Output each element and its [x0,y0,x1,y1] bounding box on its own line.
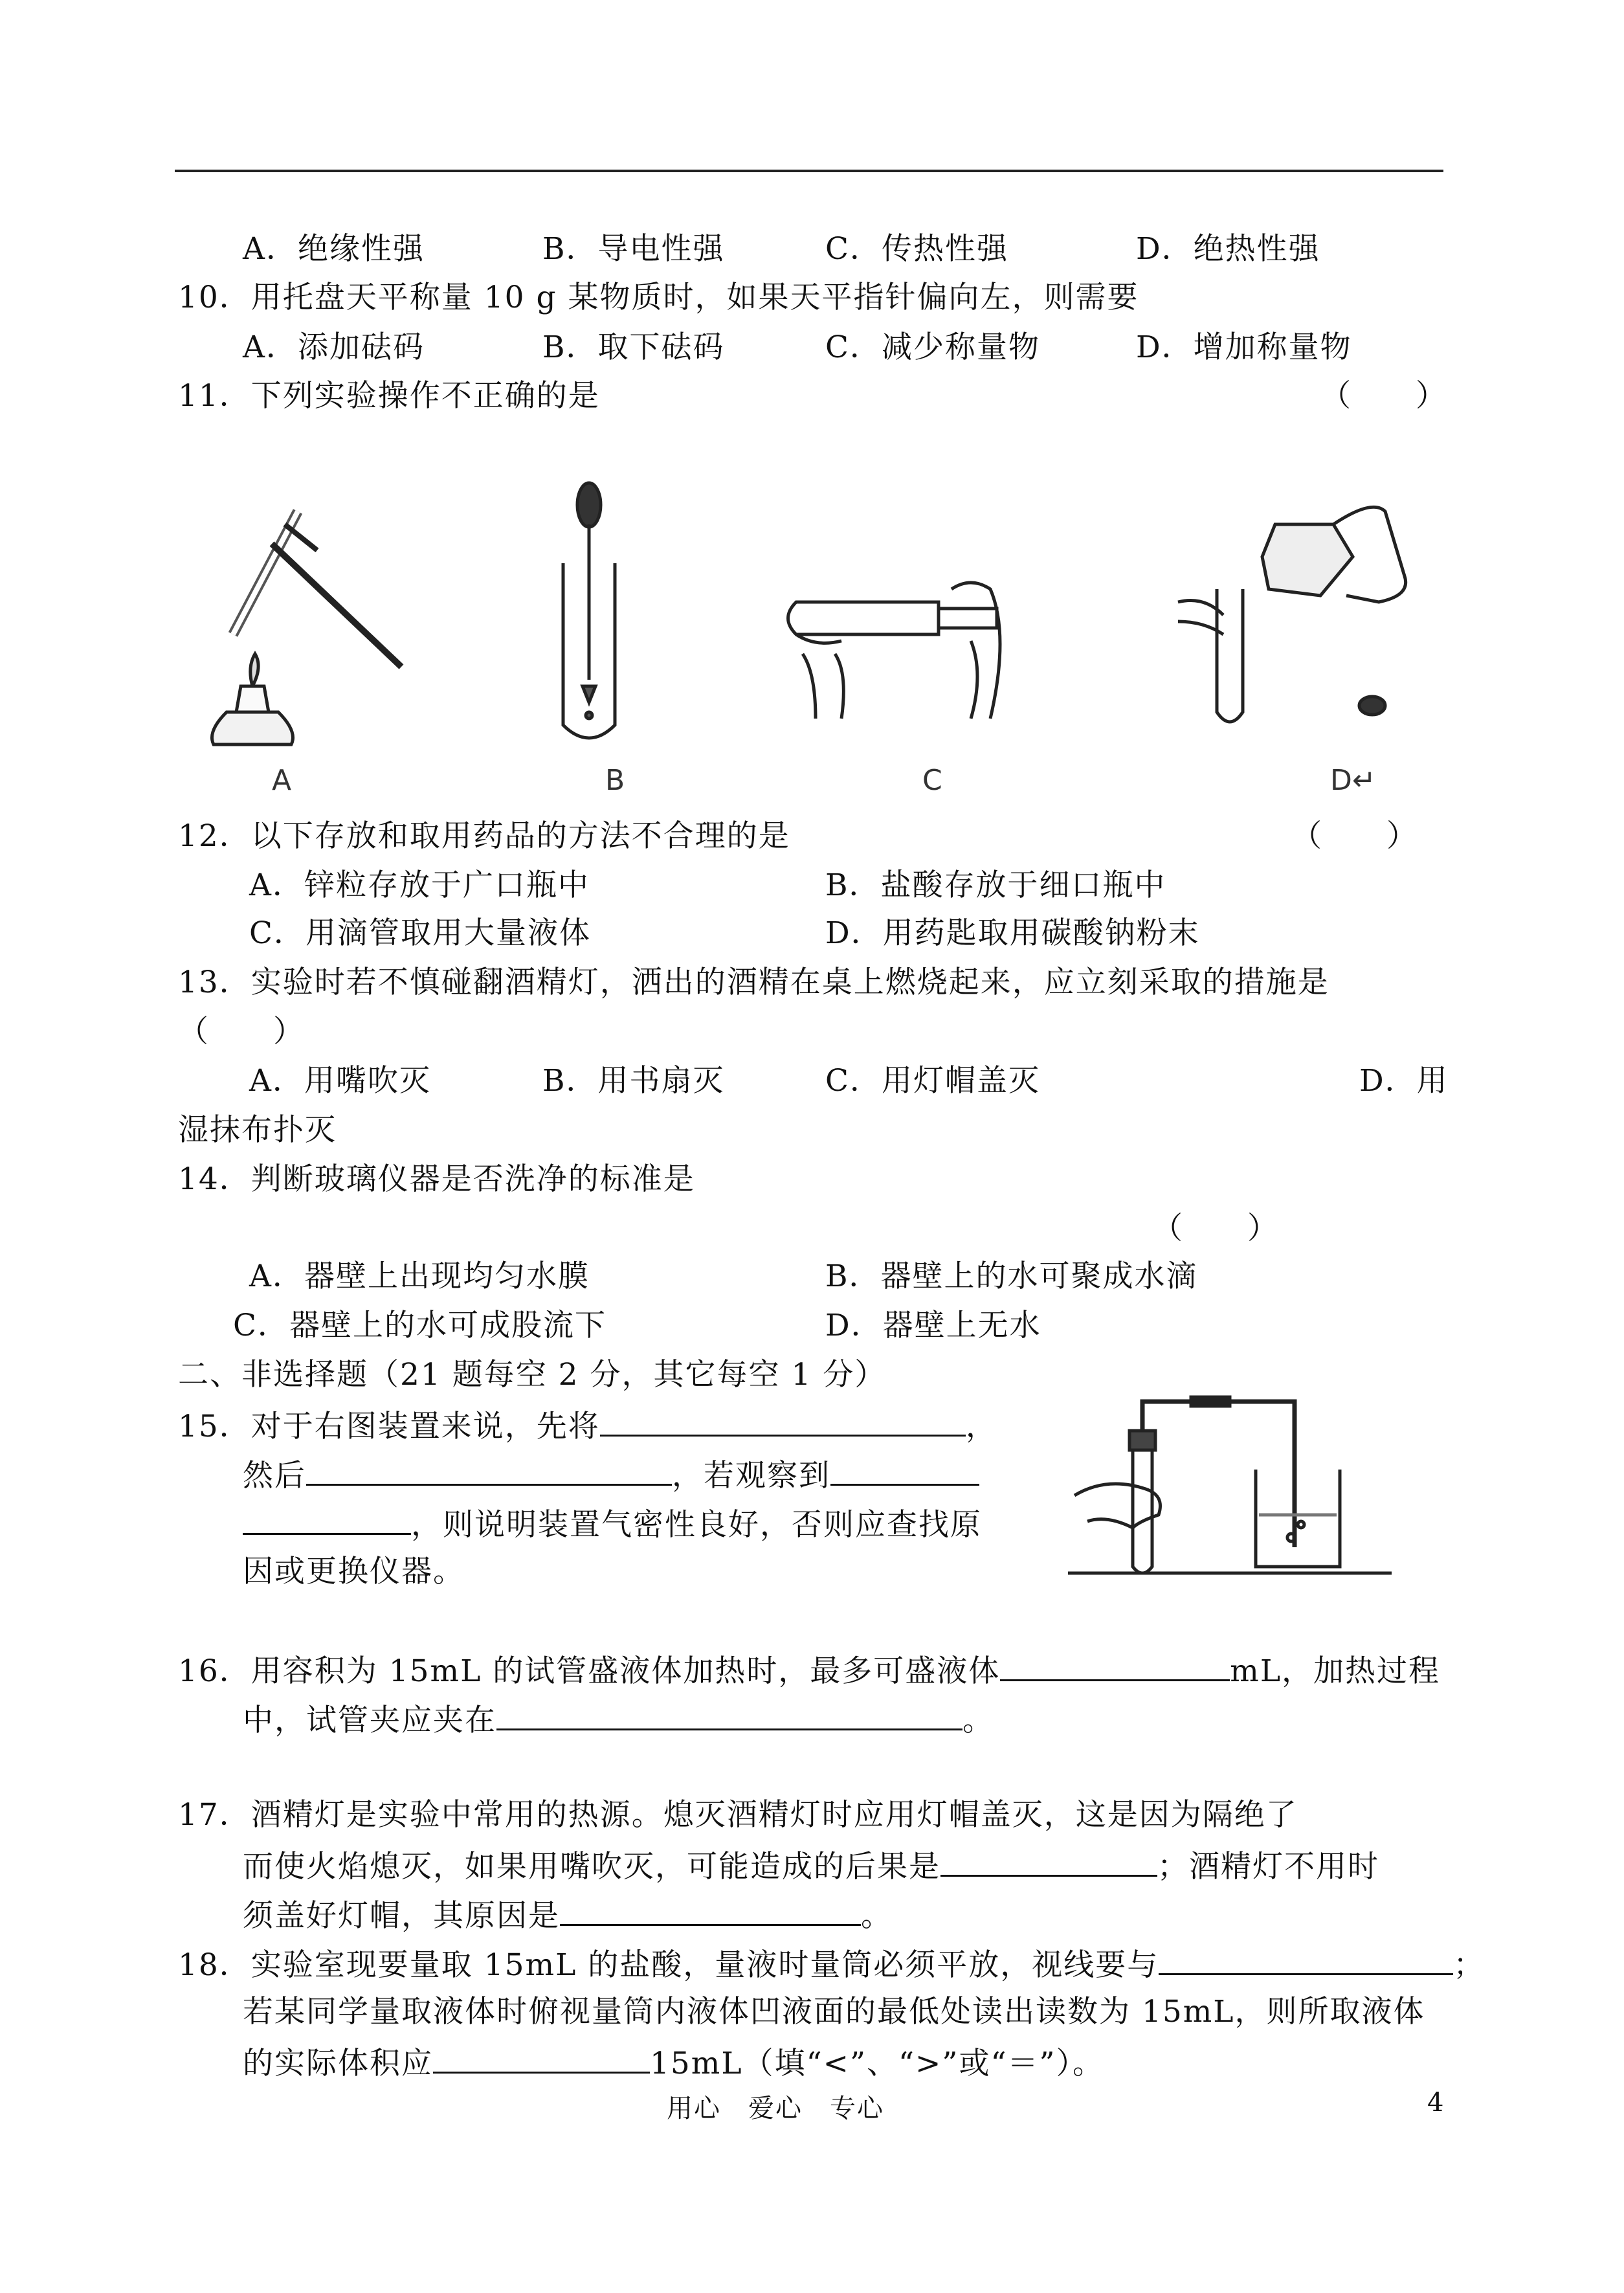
q12-option-b: B．盐酸存放于细口瓶中 [825,867,1166,903]
q16-text-1-unit: mL，加热过程 [1230,1653,1441,1689]
q17-line-3 [243,1894,893,1936]
q15-text-2: 然后 [243,1458,306,1493]
q18-blank-1[interactable] [1159,1943,1453,1975]
shaking-test-tube-icon [777,563,1036,725]
q15-text-1: 15．对于右图装置来说，先将 [178,1409,600,1444]
q9-option-a: A．绝缘性强 [243,231,425,267]
q15-line-1 [178,1405,997,1446]
q17-text-3: 须盖好灯帽，其原因是 [243,1898,560,1934]
q16-blank-2[interactable] [496,1699,962,1730]
q16-line-1 [178,1650,1440,1691]
q9-option-d: D．绝热性强 [1136,231,1320,267]
q14-stem: 14．判断玻璃仪器是否洗净的标准是 [178,1161,695,1197]
figure-label-d: D↵ [1330,764,1376,797]
q13-option-a: A．用嘴吹灭 [249,1063,431,1099]
q10-option-b: B．取下砝码 [542,330,725,365]
q13-stem: 13．实验时若不慎碰翻酒精灯，洒出的酒精在桌上燃烧起来，应立刻采取的措施是 [178,965,1329,1000]
q9-option-b: B．导电性强 [542,231,725,267]
q13-option-d-continuation: 湿抹布扑灭 [178,1112,337,1148]
q18-line-2: 若某同学量取液体时俯视量筒内液体凹液面的最低处读出读数为 15mL，则所取液体 [243,1994,1425,2030]
q9-option-c: C．传热性强 [825,231,1008,267]
q13-option-b: B．用书扇灭 [542,1063,725,1099]
q14-option-a: A．器壁上出现均匀水膜 [249,1258,590,1294]
q16-blank-1[interactable] [1000,1650,1230,1681]
q18-text-3: 的实际体积应 [243,2046,433,2081]
test-tube-heating-icon [188,473,421,751]
q15-blank-2[interactable] [306,1454,672,1486]
q17-line-2 [243,1845,1379,1886]
section-2-heading: 二、非选择题（21 题每空 2 分，其它每空 1 分） [178,1357,887,1393]
q15-text-1-end: ， [965,1409,997,1444]
q18-blank-2[interactable] [433,2042,650,2074]
q15-line-4: 因或更换仪器。 [243,1554,465,1589]
airtightness-apparatus-icon [1068,1392,1392,1580]
q14-option-d: D．器壁上无水 [825,1308,1041,1343]
q10-option-c: C．减少称量物 [825,330,1040,365]
q17-blank-1[interactable] [940,1845,1157,1877]
q16-line-2 [243,1699,994,1740]
pouring-reagent-icon [1165,498,1424,738]
q17-text-3-end: 。 [861,1898,893,1934]
q12-option-d: D．用药匙取用碳酸钠粉末 [825,915,1200,951]
q18-line-3 [243,2042,1104,2083]
q15-line-3 [243,1503,982,1545]
q17-text-2: 而使火焰熄灭，如果用嘴吹灭，可能造成的后果是 [243,1849,940,1885]
q18-text-3-end: 15mL（填“<”、“>”或“＝”）。 [650,2046,1105,2081]
q10-option-a: A．添加砝码 [243,330,425,365]
q18-text-1-end: ； [1453,1947,1485,1983]
q14-answer-paren: （ ） [1152,1211,1279,1246]
q10-stem: 10．用托盘天平称量 10 g 某物质时，如果天平指针偏向左，则需要 [178,280,1139,315]
q13-option-c: C．用灯帽盖灭 [825,1063,1040,1099]
q13-option-d: D．用 [1359,1063,1449,1099]
q17-line-1: 17．酒精灯是实验中常用的热源。熄灭酒精灯时应用灯帽盖灭，这是因为隔绝了 [178,1797,1298,1833]
q15-blank-3[interactable] [830,1454,979,1486]
q17-text-2-end: ；酒精灯不用时 [1157,1849,1379,1885]
q18-line-1 [178,1943,1485,1985]
q12-option-a: A．锌粒存放于广口瓶中 [249,867,590,903]
page-footer: 用心 爱心 专心 [667,2094,884,2123]
q13-answer-paren: （ ） [178,1014,305,1049]
q12-answer-paren: （ ） [1291,818,1418,854]
q14-option-c: C．器壁上的水可成股流下 [233,1308,606,1343]
figure-label-a: A [272,764,292,797]
header-rule [175,170,1443,172]
q16-text-2: 中，试管夹应夹在 [243,1703,496,1738]
q11-answer-paren: （ ） [1320,378,1447,414]
q15-blank-3-continued[interactable] [243,1503,411,1535]
q16-text-2-end: 。 [962,1703,994,1738]
q12-option-c: C．用滴管取用大量液体 [249,915,591,951]
q11-stem: 11．下列实验操作不正确的是 [178,378,600,414]
q10-option-d: D．增加称量物 [1136,330,1352,365]
q15-text-2-mid: ，若观察到 [672,1458,830,1493]
figure-label-b: B [605,764,625,797]
q15-text-3: ，则说明装置气密性良好，否则应查找原 [411,1507,982,1543]
figure-label-c: C [922,764,942,797]
q18-text-1: 18．实验室现要量取 15mL 的盐酸，量液时量筒必须平放，视线要与 [178,1947,1159,1983]
test-tube-dropper-icon [544,479,634,744]
q17-blank-2[interactable] [560,1894,861,1926]
page-number: 4 [1427,2088,1444,2118]
q14-option-b: B．器壁上的水可聚成水滴 [825,1258,1198,1294]
q15-line-2 [243,1454,979,1495]
q15-blank-1[interactable] [600,1405,966,1437]
q16-text-1: 16．用容积为 15mL 的试管盛液体加热时，最多可盛液体 [178,1653,1001,1689]
q12-stem: 12．以下存放和取用药品的方法不合理的是 [178,818,790,854]
